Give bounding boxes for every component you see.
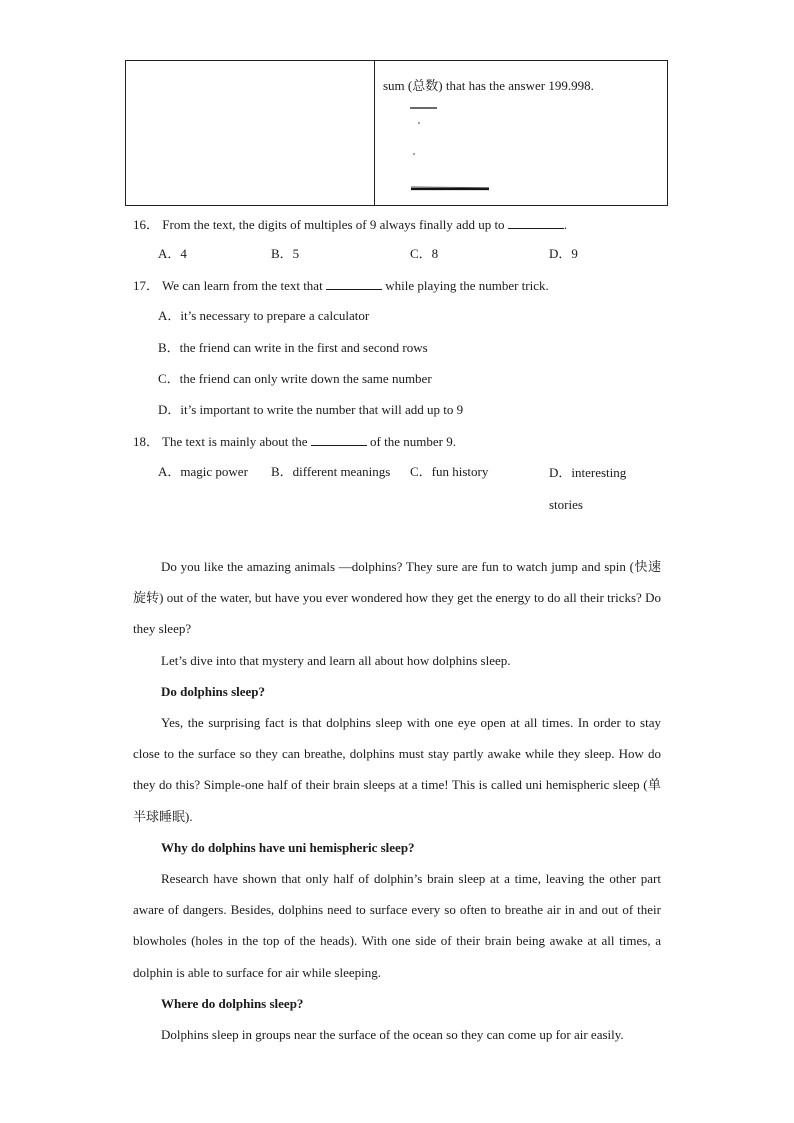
answer-blank[interactable] — [311, 433, 367, 446]
question-text: The text is mainly about the — [162, 434, 308, 449]
question-number: 17． — [133, 278, 160, 293]
table-cell-right — [375, 61, 667, 205]
calculation-sketch-image — [409, 103, 489, 193]
option-b[interactable]: B．the friend can write in the first and second rows — [158, 340, 428, 355]
table-cell-left — [126, 61, 375, 205]
passage-heading-3: Where do dolphins sleep? — [161, 996, 304, 1011]
option-c[interactable]: C．8 — [410, 246, 439, 261]
table-cell-text: sum (总数) that has the answer 199.998. — [383, 78, 594, 93]
question-text-end: of the number 9. — [370, 434, 456, 449]
question-16-stem — [133, 216, 567, 233]
question-17-stem — [133, 277, 549, 294]
option-d[interactable]: D．9 — [549, 246, 578, 261]
passage-paragraph-4: Research have shown that only half of dolphin’s brain sleep at a time, leaving the other part aware of dangers. Besides, dolphins need to surface every so often to breathe air in and out of their blowholes (holes in the top of the heads). With one side of their brain being awake at all times, a dolphin is able to surface for air while sleeping. — [133, 871, 661, 980]
passage-paragraph-1: Do you like the amazing animals —dolphins? They sure are fun to watch jump and spin (快速旋转) out of the water, but have you ever wondered how they get the energy to do all their tricks? Do they sleep? — [133, 559, 661, 637]
option-c[interactable]: C．the friend can only write down the same number — [158, 371, 432, 386]
option-a[interactable]: A．it’s necessary to prepare a calculator — [158, 308, 370, 323]
question-text: From the text, the digits of multiples of 9 always finally add up to — [162, 217, 505, 232]
question-number: 16． — [133, 217, 160, 232]
answer-blank[interactable] — [326, 277, 382, 290]
passage-paragraph-5: Dolphins sleep in groups near the surface of the ocean so they can come up for air easily. — [161, 1027, 624, 1042]
passage-heading-2: Why do dolphins have uni hemispheric sleep? — [161, 840, 415, 855]
option-d[interactable]: D．interesting stories — [549, 465, 627, 512]
question-text: We can learn from the text that — [162, 278, 323, 293]
option-d[interactable]: D．it’s important to write the number that will add up to 9 — [158, 402, 464, 417]
option-b[interactable]: B．different meanings — [271, 464, 391, 479]
question-text-end: while playing the number trick. — [385, 278, 549, 293]
option-b[interactable]: B．5 — [271, 246, 300, 261]
question-table — [125, 60, 668, 206]
passage-paragraph-2: Let’s dive into that mystery and learn all about how dolphins sleep. — [161, 653, 511, 668]
passage-paragraph-3: Yes, the surprising fact is that dolphins sleep with one eye open at all times. In order to stay close to the surface so they can breathe, dolphins must stay partly awake while they sleep. How do they do this? Simple-one half of their brain sleeps at a time! This is called uni hemispheric sleep (单半球睡眠). — [133, 715, 661, 824]
answer-blank[interactable] — [508, 216, 564, 229]
option-a[interactable]: A．magic power — [158, 464, 248, 479]
question-18-stem — [133, 433, 456, 450]
option-c[interactable]: C．fun history — [410, 464, 489, 479]
option-a[interactable]: A．4 — [158, 246, 187, 261]
passage-heading-1: Do dolphins sleep? — [161, 684, 266, 699]
question-text-end: . — [563, 217, 568, 232]
question-number: 18． — [133, 434, 160, 449]
